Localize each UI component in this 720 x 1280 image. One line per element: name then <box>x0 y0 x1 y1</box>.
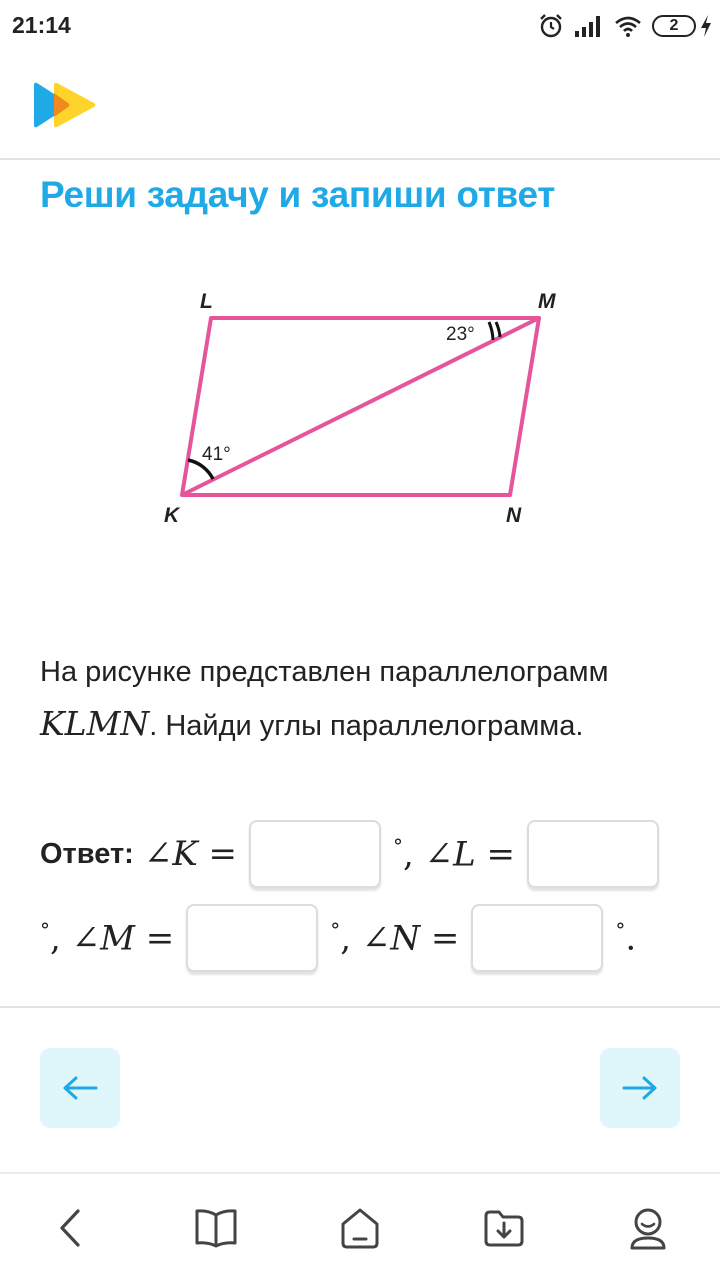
answer-row-2 <box>40 904 636 972</box>
angle-l-name: L <box>453 834 476 875</box>
bottom-navigation <box>0 1172 720 1280</box>
tab-back[interactable] <box>46 1204 94 1252</box>
next-button[interactable] <box>600 1048 680 1128</box>
arrow-left-icon <box>62 1076 98 1100</box>
vertex-label-l: L <box>200 290 213 313</box>
angle-k-expression: ∠K = <box>143 834 238 874</box>
angle-n-name: N <box>390 918 421 959</box>
vertex-label-n: N <box>506 504 522 527</box>
app-header <box>0 52 720 160</box>
battery <box>652 15 712 37</box>
alarm-icon <box>538 13 564 39</box>
book-icon <box>194 1208 238 1248</box>
answer-label: Ответ: <box>40 837 134 870</box>
previous-button[interactable] <box>40 1048 120 1128</box>
app-logo-icon <box>32 82 98 128</box>
answer-row-1 <box>40 820 671 888</box>
angle-arc-m-2 <box>496 322 500 337</box>
angle-label-k: 41° <box>202 444 231 465</box>
download-icon <box>482 1208 526 1248</box>
problem-text <box>40 646 680 752</box>
angle-k-name: K <box>172 834 198 874</box>
vertex-label-m: M <box>538 290 556 313</box>
back-icon <box>56 1208 84 1248</box>
angle-n-expression: °, ∠N = <box>330 917 460 959</box>
angle-l-expression: °, ∠L = <box>393 833 515 875</box>
charging-icon <box>700 15 712 37</box>
task-title: Реши задачу и запиши ответ <box>40 174 556 215</box>
status-icons <box>538 10 712 42</box>
status-time: 21:14 <box>12 12 71 38</box>
battery-level: 2 <box>652 15 696 37</box>
status-bar <box>0 0 720 52</box>
arrow-right-icon <box>622 1076 658 1100</box>
content-divider <box>0 1006 720 1008</box>
problem-text-start: На рисунке представлен параллелограмм <box>40 656 609 688</box>
tab-downloads[interactable] <box>480 1204 528 1252</box>
diagonal-km <box>182 318 539 495</box>
angle-m-name: M <box>100 918 135 959</box>
angle-n-input[interactable] <box>471 904 603 972</box>
angle-arc-m-1 <box>489 322 493 340</box>
signal-icon <box>574 15 604 37</box>
tab-book[interactable] <box>192 1204 240 1252</box>
vertex-label-k: K <box>164 504 180 527</box>
tab-home[interactable] <box>336 1204 384 1252</box>
problem-math-klmn: KLMN <box>40 704 150 743</box>
parallelogram-figure <box>0 270 720 560</box>
profile-icon <box>626 1206 670 1250</box>
angle-m-expression: °, ∠M = <box>40 917 175 959</box>
wifi-icon <box>614 15 642 37</box>
home-icon <box>338 1206 382 1250</box>
angle-m-input[interactable] <box>186 904 318 972</box>
tab-profile[interactable] <box>624 1204 672 1252</box>
final-degree: °. <box>615 917 637 959</box>
angle-l-input[interactable] <box>527 820 659 888</box>
angle-k-input[interactable] <box>249 820 381 888</box>
problem-text-end: . Найди углы параллелограмма. <box>149 710 584 742</box>
angle-label-m: 23° <box>446 324 475 345</box>
